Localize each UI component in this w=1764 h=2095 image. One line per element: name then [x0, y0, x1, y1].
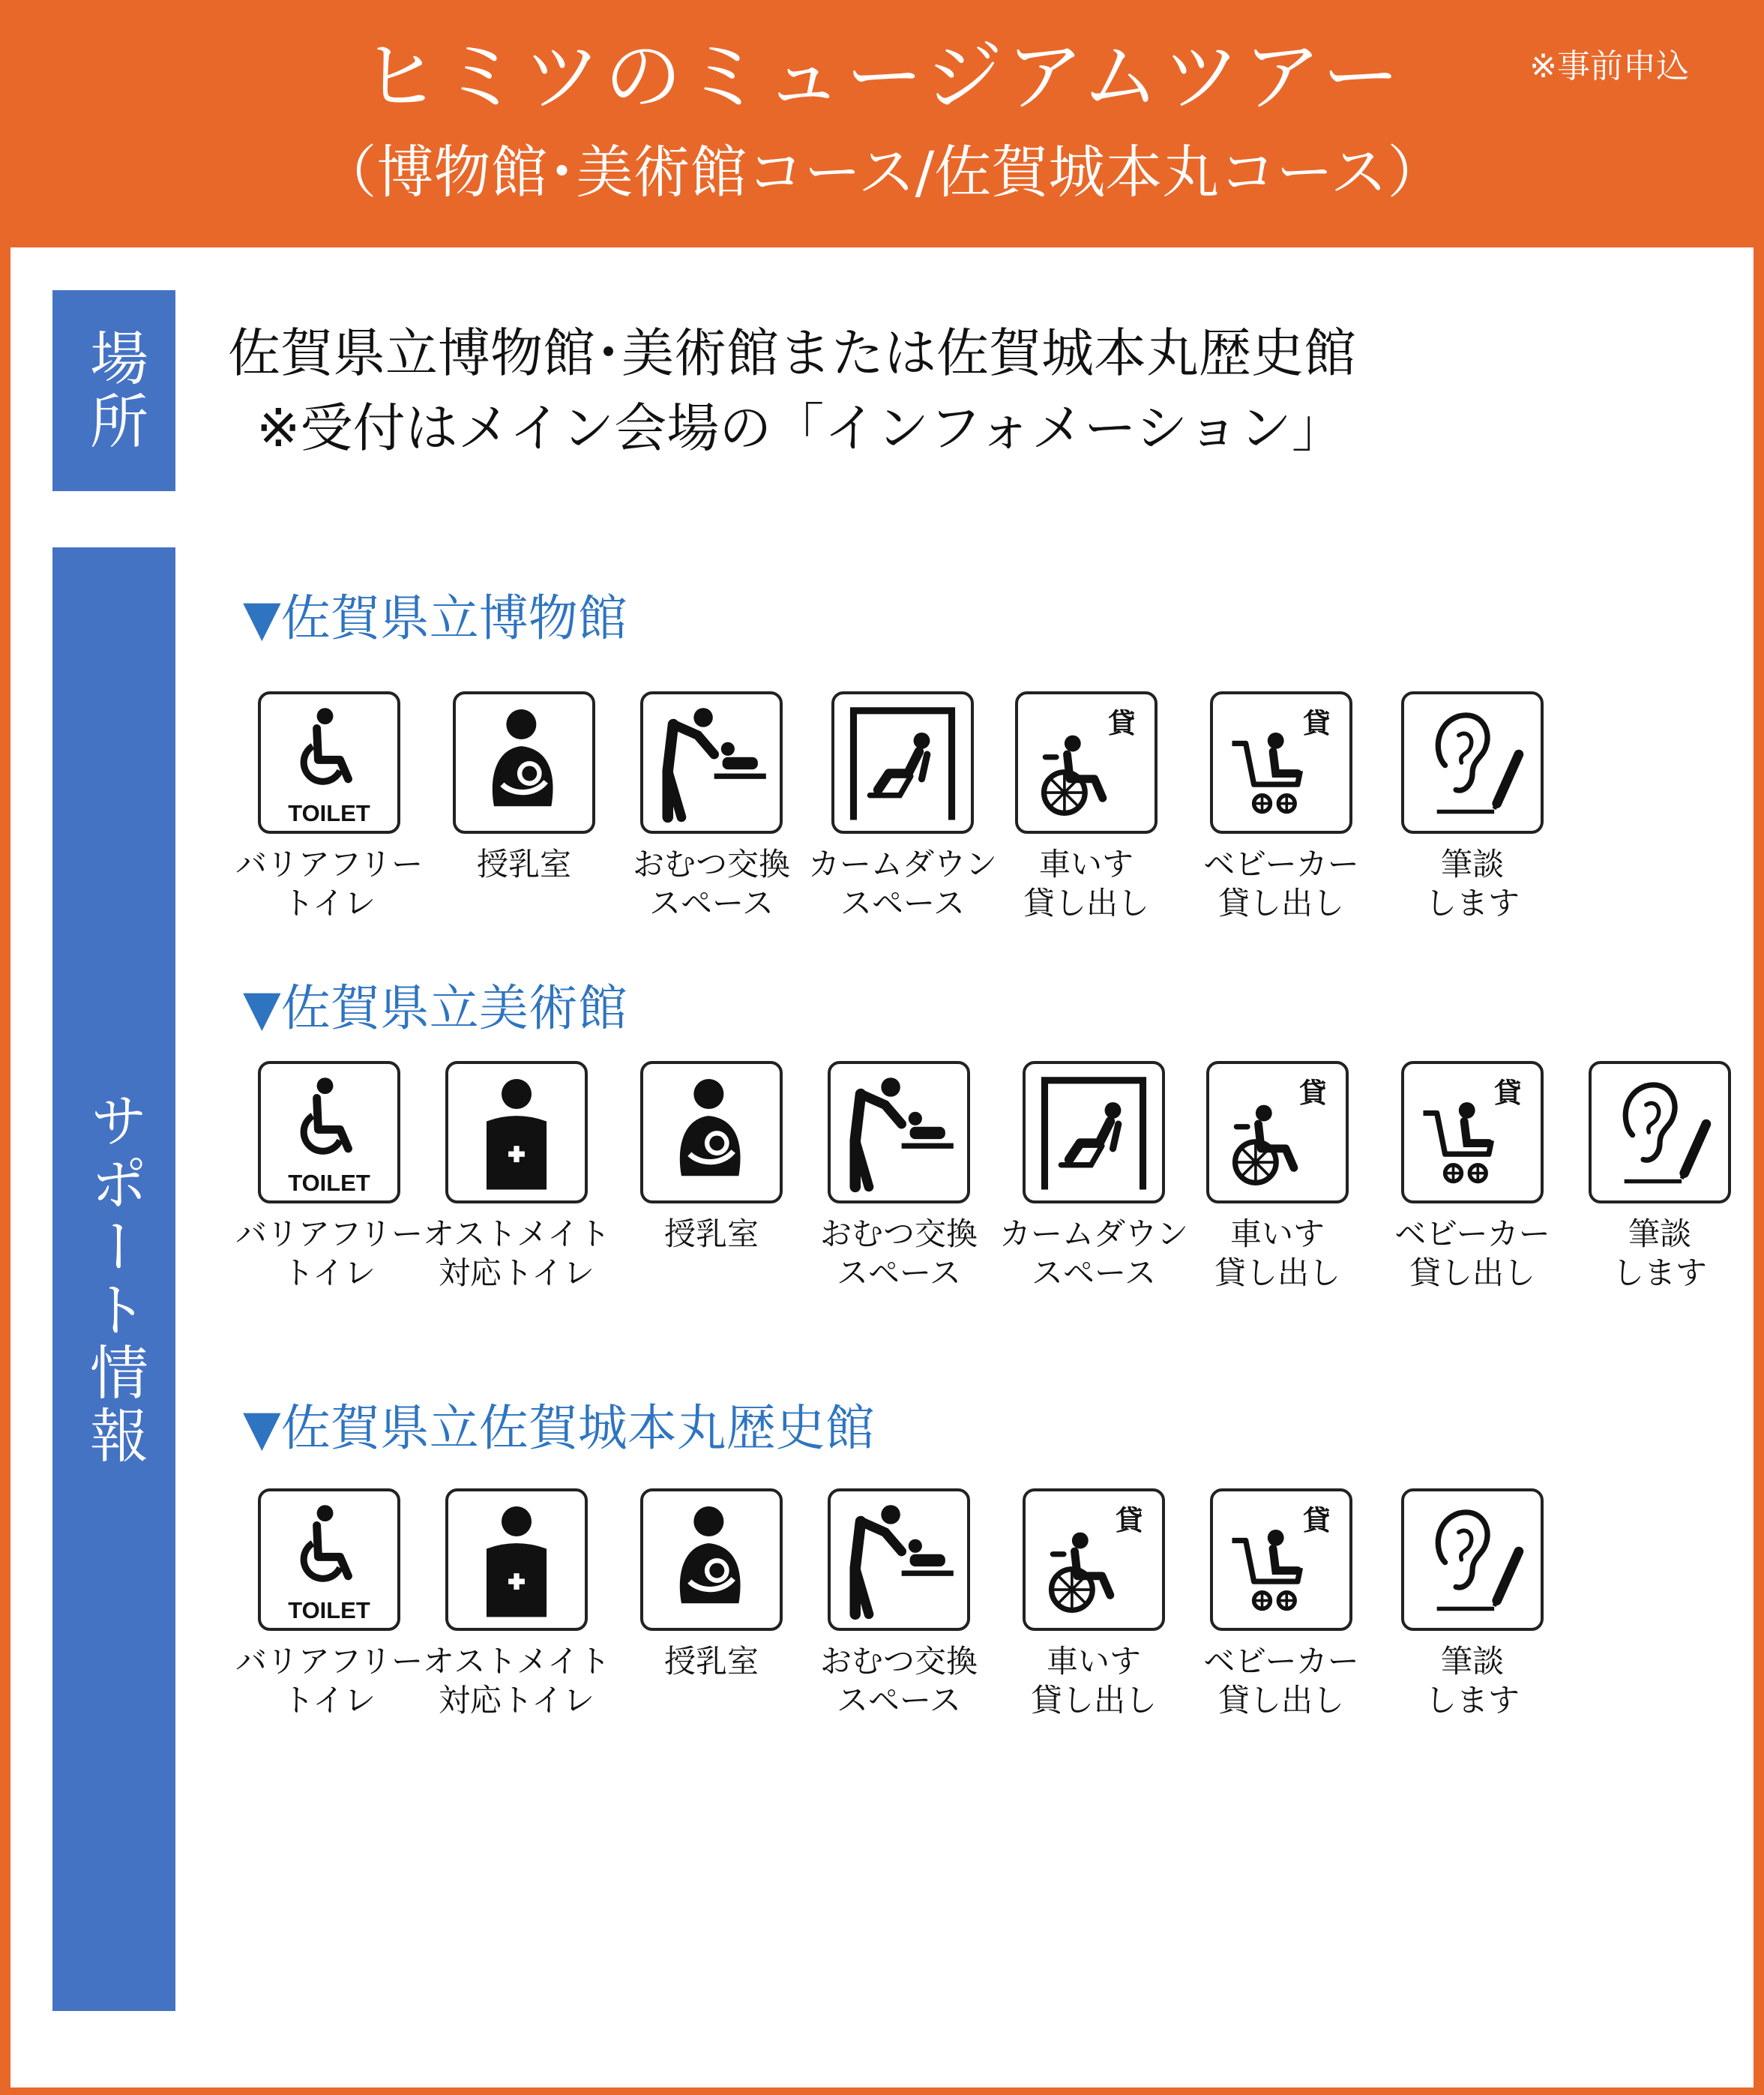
label-line: 貸し出し — [1214, 1254, 1340, 1291]
label-line: ベビーカー — [1394, 1215, 1550, 1252]
page-title: ヒミツのミュージアムツアー — [361, 31, 1403, 122]
label-line: 対応トイレ — [439, 1682, 594, 1719]
stroller-rental-icon — [1401, 1061, 1544, 1203]
toilet-text: TOILET — [288, 800, 370, 827]
label-line: 貸し出し — [1023, 885, 1149, 922]
label-line: バリアフリー — [235, 1215, 424, 1252]
accessible-toilet-icon — [258, 691, 400, 834]
diaper-changing-icon — [828, 1061, 970, 1203]
content-panel — [10, 247, 1754, 2088]
stroller-rental-icon — [1210, 691, 1352, 834]
calm-down-space-icon — [831, 691, 974, 834]
rental-badge: 貸 — [1108, 706, 1136, 739]
support-item-label — [1356, 845, 1589, 923]
label-line: オストメイト — [422, 1215, 611, 1252]
accessible-toilet-icon — [258, 1061, 400, 1203]
nursing-room-icon — [640, 1488, 783, 1631]
header-banner — [0, 0, 1764, 247]
label-line: おむつ交換 — [819, 1215, 978, 1252]
label-line: スペース — [1032, 1254, 1156, 1291]
ostomate-toilet-icon — [445, 1488, 588, 1631]
section-heading: ▼佐賀県立博物館 — [243, 589, 627, 647]
label-line: おむつ交換 — [632, 846, 790, 883]
label-line: 貸し出し — [1030, 1682, 1157, 1719]
stroller-rental-icon — [1210, 1488, 1352, 1631]
label-line: カームダウン — [807, 846, 997, 883]
label-line: スペース — [837, 1254, 961, 1291]
place-text: 佐賀県立博物館･美術館または佐賀城本丸歴史館 — [228, 322, 1356, 384]
label-line: 車いす — [1229, 1215, 1325, 1252]
section-heading: ▼佐賀県立美術館 — [243, 979, 627, 1037]
written-communication-icon — [1589, 1061, 1731, 1203]
accessible-toilet-icon — [258, 1488, 400, 1631]
written-communication-icon — [1401, 691, 1544, 834]
label-line: バリアフリー — [235, 1643, 424, 1680]
reservation-note: ※事前申込 — [1529, 47, 1689, 85]
calm-down-space-icon — [1023, 1061, 1165, 1203]
place-reception-note: ※受付はメイン会場の「インフォメーション」 — [256, 397, 1344, 459]
label-line: トイレ — [283, 1254, 376, 1291]
written-communication-icon — [1401, 1488, 1544, 1631]
label-line: 貸し出し — [1217, 885, 1344, 922]
label-line: ベビーカー — [1203, 846, 1359, 883]
label-line: 貸し出し — [1409, 1254, 1535, 1291]
label-line: します — [1424, 885, 1520, 922]
rental-badge: 貸 — [1303, 706, 1331, 739]
diaper-changing-icon — [828, 1488, 970, 1631]
label-line: スペース — [649, 885, 774, 922]
wheelchair-rental-icon — [1023, 1488, 1165, 1631]
ostomate-toilet-icon — [445, 1061, 588, 1203]
nursing-room-icon — [453, 691, 595, 834]
label-line: カームダウン — [999, 1215, 1188, 1252]
label-line: オストメイト — [422, 1643, 611, 1680]
support-label: サポート情報 — [52, 547, 175, 2011]
rental-badge: 貸 — [1299, 1076, 1327, 1109]
label-line: 対応トイレ — [439, 1254, 594, 1291]
toilet-text: TOILET — [288, 1597, 370, 1624]
diaper-changing-icon — [640, 691, 783, 834]
section-heading: ▼佐賀県立佐賀城本丸歴史館 — [243, 1399, 875, 1457]
nursing-room-icon — [640, 1061, 783, 1203]
label-line: 筆談 — [1628, 1215, 1691, 1252]
label-line: バリアフリー — [235, 846, 424, 883]
label-line: おむつ交換 — [819, 1643, 978, 1680]
label-line: トイレ — [283, 885, 376, 922]
wheelchair-rental-icon — [1206, 1061, 1349, 1203]
label-line: します — [1612, 1254, 1707, 1291]
label-line: スペース — [840, 885, 965, 922]
label-line: 授乳室 — [663, 1643, 759, 1680]
label-line: スペース — [837, 1682, 961, 1719]
label-line: 筆談 — [1440, 1643, 1504, 1680]
label-line: 授乳室 — [476, 846, 571, 883]
place-label: 場所 — [52, 290, 175, 491]
label-line: トイレ — [283, 1682, 376, 1719]
label-line: 車いす — [1038, 846, 1134, 883]
toilet-text: TOILET — [288, 1170, 370, 1197]
support-item-label — [1544, 1215, 1764, 1293]
label-line: 貸し出し — [1217, 1682, 1344, 1719]
label-line: 車いす — [1046, 1643, 1141, 1680]
rental-badge: 貸 — [1303, 1503, 1331, 1536]
label-line: します — [1424, 1682, 1520, 1719]
wheelchair-rental-icon — [1015, 691, 1158, 834]
label-line: 筆談 — [1440, 846, 1504, 883]
page-subtitle: （博物館･美術館コース/佐賀城本丸コース） — [319, 139, 1445, 205]
label-line: 授乳室 — [663, 1215, 759, 1252]
label-line: ベビーカー — [1203, 1643, 1359, 1680]
rental-badge: 貸 — [1116, 1503, 1143, 1536]
support-item-label — [1356, 1642, 1589, 1720]
rental-badge: 貸 — [1494, 1076, 1522, 1109]
